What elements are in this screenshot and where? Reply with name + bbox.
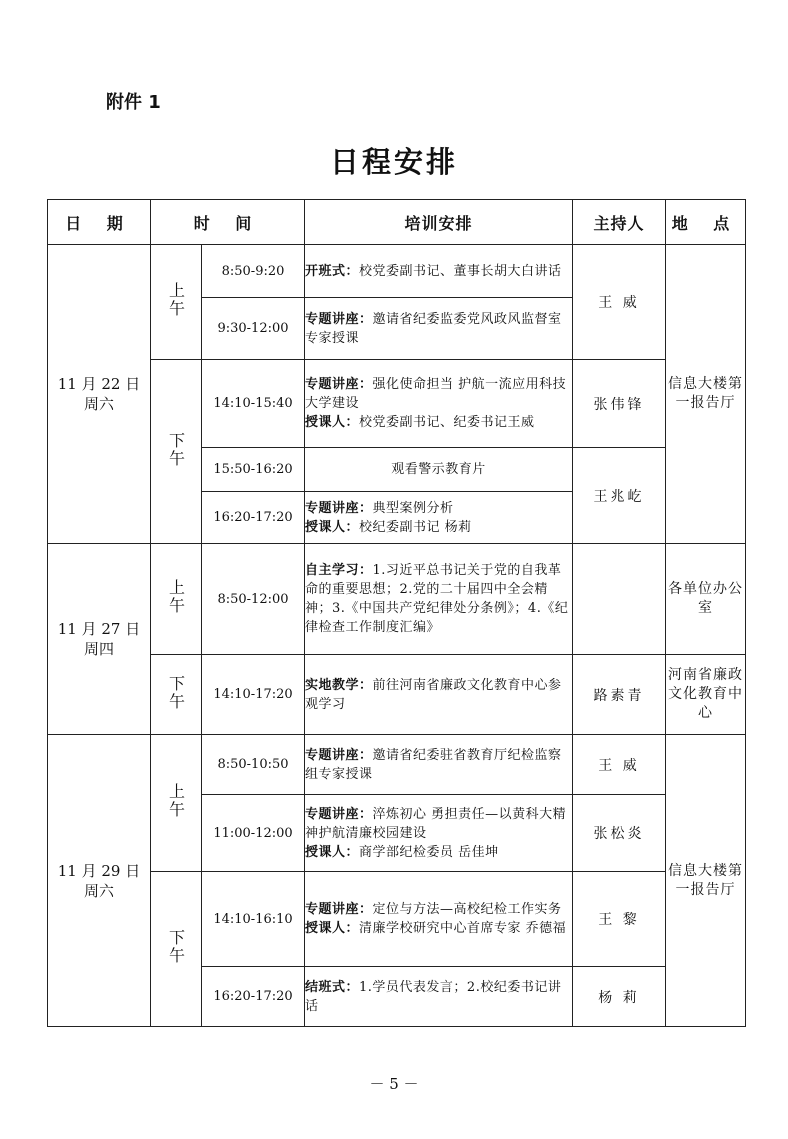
- afternoon-label: 下午: [166, 674, 186, 711]
- header-time: 时 间: [151, 200, 305, 245]
- lecturer-text: 清廉学校研究中心首席专家 乔德福: [359, 921, 567, 936]
- time-cell: 14:10-15:40: [202, 360, 305, 448]
- content-label: 专题讲座：: [305, 747, 373, 763]
- table-row: [48, 544, 746, 655]
- schedule-table: [47, 199, 746, 1027]
- time-cell: 16:20-17:20: [202, 967, 305, 1027]
- content-text: 1.习近平总书记关于党的自我革命的重要思想；2.党的二十届四中全会精神；3.《中国共产党纪律处分条例》；4.《纪律检查工作制度汇编》: [305, 563, 569, 635]
- table-row: [48, 360, 746, 448]
- content-text: 典型案例分析: [372, 500, 454, 516]
- time-cell: 14:10-17:20: [202, 655, 305, 735]
- lecturer-text: 校党委副书记、纪委书记王威: [359, 415, 535, 430]
- content-text: 邀请省纪委监委党风政风监督室专家授课: [305, 311, 562, 346]
- content-label: 专题讲座：: [305, 500, 373, 516]
- place-cell: 各单位办公室: [666, 544, 746, 655]
- time-cell: 16:20-17:20: [202, 492, 305, 544]
- date-cell: [48, 544, 151, 735]
- content-cell: [305, 360, 573, 448]
- content-cell: [305, 245, 573, 298]
- host-cell: [573, 544, 666, 655]
- table-row: [48, 655, 746, 735]
- time-cell: 15:50-16:20: [202, 448, 305, 492]
- lecturer-label: 授课人：: [305, 921, 360, 936]
- morning-label: 上午: [166, 579, 186, 615]
- header-arrangement: 培训安排: [305, 200, 573, 245]
- header-place: 地 点: [666, 200, 746, 245]
- content-text: 定位与方法—高校纪检工作实务: [372, 902, 562, 917]
- morning-cell: [151, 735, 202, 872]
- morning-label: 上午: [166, 282, 186, 318]
- morning-cell: [151, 544, 202, 655]
- place-cell: 信息大楼第一报告厅: [666, 245, 746, 544]
- date-cell: [48, 735, 151, 1027]
- place-cell: 信息大楼第一报告厅: [666, 735, 746, 1027]
- time-cell: 8:50-10:50: [202, 735, 305, 795]
- lecturer-text: 校纪委副书记 杨莉: [359, 519, 472, 535]
- content-cell: [305, 544, 573, 655]
- content-cell: [305, 298, 573, 360]
- lecturer-label: 授课人：: [305, 844, 360, 860]
- weekday-text: 周六: [83, 881, 114, 900]
- page-number: － 5 －: [369, 1075, 419, 1093]
- host-cell: 王兆屹: [573, 448, 666, 544]
- content-text: 淬炼初心 勇担责任—以黄科大精神护航清廉校园建设: [305, 806, 567, 841]
- host-cell: 杨 莉: [573, 967, 666, 1027]
- header-host: 主持人: [573, 200, 666, 245]
- lecturer-label: 授课人：: [305, 415, 360, 430]
- content-label: 专题讲座：: [305, 311, 373, 327]
- morning-cell: [151, 245, 202, 360]
- weekday-text: 周四: [83, 640, 114, 658]
- page-title: 日程安排: [329, 145, 458, 179]
- weekday-text: 周六: [83, 395, 114, 413]
- time-cell: 9:30-12:00: [202, 298, 305, 360]
- content-cell: [305, 795, 573, 872]
- attachment-label: 附件 1: [106, 92, 161, 113]
- date-text: 11 月 27 日: [57, 620, 141, 638]
- place-cell: 河南省廉政文化教育中心: [666, 655, 746, 735]
- host-cell: 张松炎: [573, 795, 666, 872]
- content-label: 专题讲座：: [305, 806, 373, 822]
- header-date: 日 期: [48, 200, 151, 245]
- lecturer-label: 授课人：: [305, 519, 360, 535]
- content-cell: [305, 448, 573, 492]
- content-label: 实地教学：: [305, 677, 373, 693]
- host-cell: 王 威: [573, 735, 666, 795]
- host-cell: 王 威: [573, 245, 666, 360]
- date-text: 11 月 29 日: [57, 861, 141, 880]
- time-cell: 8:50-9:20: [202, 245, 305, 298]
- afternoon-cell: [151, 872, 202, 1027]
- header-row: [48, 200, 746, 245]
- host-cell: 张伟锋: [573, 360, 666, 448]
- content-text: 强化使命担当 护航一流应用科技大学建设: [305, 377, 567, 411]
- time-cell: 14:10-16:10: [202, 872, 305, 967]
- lecturer-text: 商学部纪检委员 岳佳坤: [359, 844, 499, 860]
- content-cell: [305, 872, 573, 967]
- content-label: 专题讲座：: [305, 377, 373, 392]
- afternoon-label: 下午: [166, 431, 186, 468]
- content-label: 开班式：: [305, 263, 360, 279]
- date-cell: [48, 245, 151, 544]
- afternoon-cell: [151, 655, 202, 735]
- time-cell: 8:50-12:00: [202, 544, 305, 655]
- content-text: 校党委副书记、董事长胡大白讲话: [359, 263, 562, 279]
- date-text: 11 月 22 日: [57, 375, 141, 393]
- content-text: 邀请省纪委驻省教育厅纪检监察组专家授课: [305, 747, 562, 782]
- morning-label: 上午: [166, 783, 186, 819]
- content-text: 1.学员代表发言；2.校纪委书记讲话: [305, 979, 562, 1014]
- content-text: 观看警示教育片: [391, 462, 486, 477]
- afternoon-cell: [151, 360, 202, 544]
- content-cell: [305, 735, 573, 795]
- table-row: [48, 872, 746, 967]
- content-label: 结班式：: [305, 979, 360, 995]
- content-cell: [305, 655, 573, 735]
- table-row: [48, 735, 746, 795]
- table-row: [48, 245, 746, 298]
- time-cell: 11:00-12:00: [202, 795, 305, 872]
- content-label: 自主学习：: [305, 563, 373, 578]
- content-cell: [305, 492, 573, 544]
- content-text: 前往河南省廉政文化教育中心参观学习: [305, 677, 562, 712]
- content-cell: [305, 967, 573, 1027]
- host-cell: 路素青: [573, 655, 666, 735]
- host-cell: 王 黎: [573, 872, 666, 967]
- afternoon-label: 下午: [166, 929, 186, 965]
- content-label: 专题讲座：: [305, 902, 373, 917]
